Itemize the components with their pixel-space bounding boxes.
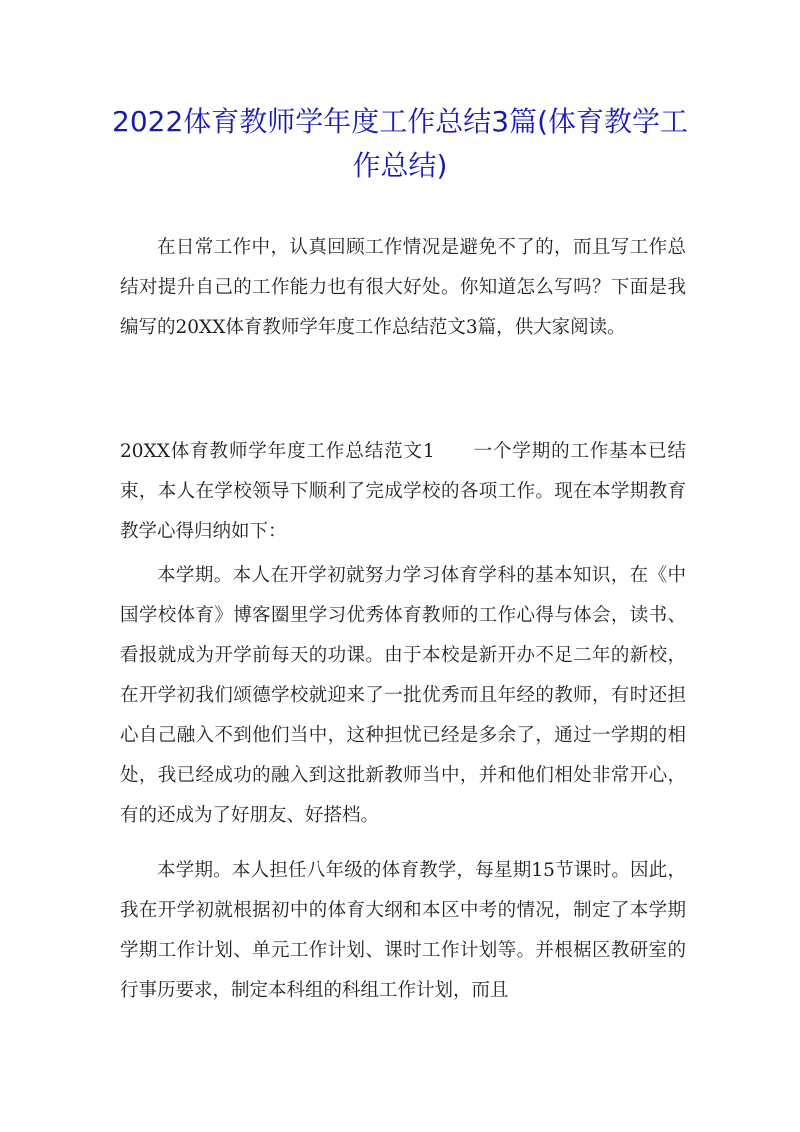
section-1-lead: 一个学期的工作基本已结束，本人在学校领导下顺利了完成学校的各项工作。现在本学期教育教学心得归纳如下： [120,441,686,542]
document-title: 2022体育教师学年度工作总结3篇(体育教学工作总结) [112,105,688,182]
body-paragraph-1: 本学期。本人在开学初就努力学习体育学科的基本知识，在《中国学校体育》博客圈里学习优秀体育教师的工作心得与体会，读书、看报就成为开学前每天的功课。由于本校是新开办不足二年的新校，在开学初我们颂德学校就迎来了一批优秀而且年经的教师，有时还担心自己融入不到他们当中，这种担忧已经是多余了，通过一学期的相处，我已经成功的融入到这批新教师当中，并和他们相处非常开心，有的还成为了好朋友、好搭档。 [120,565,686,826]
body-paragraph-2: 本学期。本人担任八年级的体育教学，每星期15节课时。因此，我在开学初就根据初中的体育大纲和本区中考的情况，制定了本学期学期工作计划、单元工作计划、课时工作计划等。并根椐区教研室的行事历要求，制定本科组的科组工作计划，而且 [120,860,686,1001]
section-1-heading: 20XX体育教师学年度工作总结范文1 [120,441,435,462]
section-1-paragraph [120,432,686,552]
intro-paragraph: 在日常工作中，认真回顾工作情况是避免不了的，而且写工作总结对提升自己的工作能力也有很大好处。你知道怎么写吗？下面是我编写的20XX体育教师学年度工作总结范文3篇，供大家阅读。 [120,237,686,338]
